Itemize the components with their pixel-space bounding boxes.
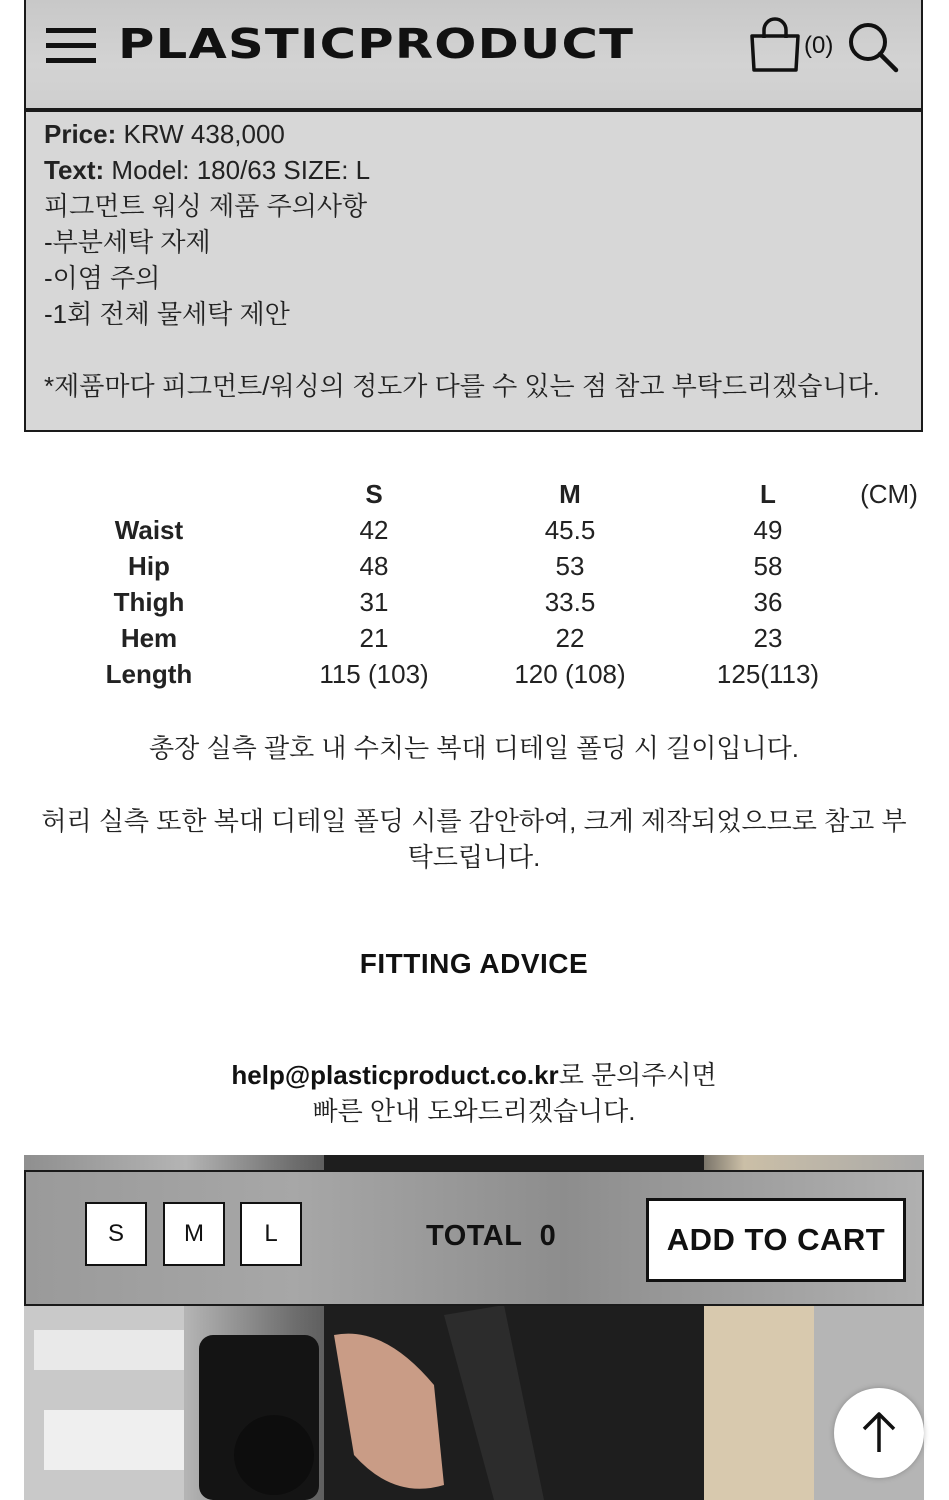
site-header (24, 0, 923, 110)
total-label: TOTAL (426, 1220, 523, 1252)
product-info-box (24, 110, 923, 432)
price-value: KRW 438,000 (116, 119, 285, 149)
cell-value: 49 (753, 515, 783, 545)
shopping-bag-icon[interactable] (748, 16, 802, 74)
table-row (24, 656, 924, 692)
contact-line-1 (24, 1057, 924, 1093)
cell-value: 48 (359, 551, 389, 581)
length-note: 총장 실측 괄호 내 수치는 복대 디테일 폴딩 시 길이입니다. (149, 733, 799, 763)
search-icon[interactable] (846, 20, 900, 74)
care-item: -1회 전체 물세탁 제안 (44, 299, 290, 329)
row-label: Hem (120, 623, 178, 653)
scroll-to-top-button[interactable] (834, 1388, 924, 1478)
purchase-bar (24, 1170, 924, 1306)
waist-note-line1: 허리 실측 또한 복대 디테일 폴딩 시를 감안하여, 크게 제작되었으므로 참고 부 (41, 806, 907, 836)
contact-info (24, 1057, 924, 1129)
care-item: -이염 주의 (44, 263, 161, 293)
fitting-advice-title: FITTING ADVICE (359, 948, 589, 979)
care-item: -부분세탁 자제 (44, 227, 211, 257)
waist-note-line2: 탁드립니다. (407, 842, 541, 872)
cell-value: 33.5 (544, 587, 596, 617)
text-line (44, 152, 903, 188)
text-value: Model: 180/63 SIZE: L (104, 155, 371, 185)
cell-value: 23 (753, 623, 783, 653)
total-value: 0 (539, 1220, 557, 1252)
care-footnote: *제품마다 피그먼트/워싱의 정도가 다를 수 있는 점 참고 부탁드리겠습니다. (44, 371, 880, 401)
row-label: Waist (114, 515, 184, 545)
cell-value: 36 (753, 587, 783, 617)
table-row (24, 584, 924, 620)
size-header-m: M (559, 479, 581, 509)
cell-value: 58 (753, 551, 783, 581)
contact-line-1-suffix: 로 문의주시면 (558, 1060, 717, 1090)
cell-value: 31 (359, 587, 389, 617)
cell-value: 45.5 (544, 515, 596, 545)
cart-count[interactable]: (0) (804, 32, 834, 59)
menu-icon[interactable] (46, 26, 98, 66)
cell-value: 42 (359, 515, 389, 545)
size-table (24, 476, 924, 692)
size-table-header (24, 476, 924, 512)
size-header-s: S (365, 479, 383, 509)
unit-label: (CM) (860, 479, 918, 509)
cell-value: 120 (108) (514, 659, 626, 689)
row-label: Length (105, 659, 193, 689)
table-row (24, 548, 924, 584)
text-label: Text: (44, 155, 105, 185)
cell-value: 21 (359, 623, 389, 653)
row-label: Hip (128, 551, 170, 581)
cell-value: 125(113) (716, 659, 820, 689)
cell-value: 115 (103) (319, 659, 429, 689)
total-display (426, 1220, 556, 1253)
table-row (24, 620, 924, 656)
row-label: Thigh (113, 587, 185, 617)
size-option-s[interactable]: S (85, 1202, 147, 1266)
care-title: 피그먼트 워싱 제품 주의사항 (44, 191, 368, 221)
cell-value: 22 (555, 623, 585, 653)
price-line (44, 116, 903, 152)
contact-email-link[interactable]: help@plasticproduct.co.kr (231, 1060, 559, 1090)
brand-logo[interactable]: PLASTICPRODUCT (118, 20, 635, 68)
add-to-cart-button[interactable]: ADD TO CART (646, 1198, 906, 1282)
arrow-up-icon (834, 1388, 924, 1478)
cell-value: 53 (555, 551, 585, 581)
size-option-l[interactable]: L (240, 1202, 302, 1266)
size-option-m[interactable]: M (163, 1202, 225, 1266)
price-label: Price: (44, 119, 117, 149)
table-row (24, 512, 924, 548)
size-header-l: L (760, 479, 776, 509)
contact-line-2: 빠른 안내 도와드리겠습니다. (312, 1096, 636, 1126)
